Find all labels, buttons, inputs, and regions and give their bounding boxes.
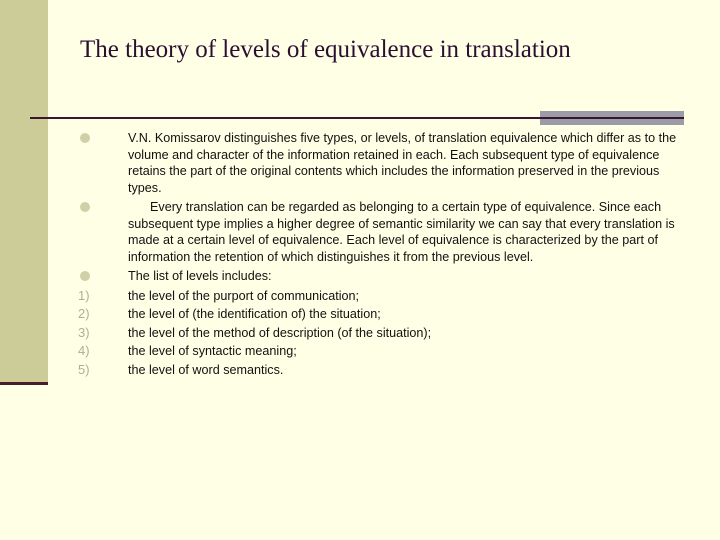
- bullet-text: Every translation can be regarded as belonging to a certain type of equivalence. Since each subsequent type implies a higher degree of semantic similarity we can say that every translation is made at a certain level of equivalence. Each level of equivalence is characterized by the part of information the retention of which distinguishes it from the previous level.: [128, 200, 675, 264]
- title-rule: [30, 117, 684, 119]
- level-item: [78, 362, 678, 379]
- slide-title: The theory of levels of equivalence in translation: [80, 36, 571, 63]
- level-item: [78, 306, 678, 323]
- level-number: 1): [78, 287, 90, 303]
- level-item: [78, 343, 678, 360]
- level-text: the level of the method of description (of the situation);: [128, 325, 432, 340]
- bullet-text: The list of levels includes:: [128, 269, 272, 283]
- level-number: 4): [78, 343, 90, 358]
- level-item: [78, 288, 678, 305]
- level-text: the level of (the identification of) the situation;: [128, 307, 381, 321]
- bullet-item: [78, 130, 678, 196]
- bullet-dot-icon: [80, 271, 90, 281]
- level-item: [78, 325, 678, 342]
- bullet-text: V.N. Komissarov distinguishes five types, or levels, of translation equivalence which differ as to the volume and character of the information retained in each. Each subsequent type of equivalence retains the part of the original contents which includes the information preserved in the previous types.: [128, 131, 677, 195]
- level-number: 5): [78, 361, 90, 377]
- level-number: 3): [78, 324, 90, 340]
- bullet-item: [78, 268, 678, 285]
- level-text: the level of the purport of communication;: [128, 288, 360, 303]
- level-text: the level of syntactic meaning;: [128, 344, 297, 358]
- bullet-dot-icon: [80, 133, 90, 143]
- level-number: 2): [78, 306, 90, 321]
- level-text: the level of word semantics.: [128, 362, 284, 377]
- left-accent-bar: [0, 0, 48, 382]
- left-accent-underline: [0, 382, 48, 385]
- bullet-item: [78, 199, 678, 265]
- slide-content: [78, 130, 678, 380]
- bullet-dot-icon: [80, 202, 90, 212]
